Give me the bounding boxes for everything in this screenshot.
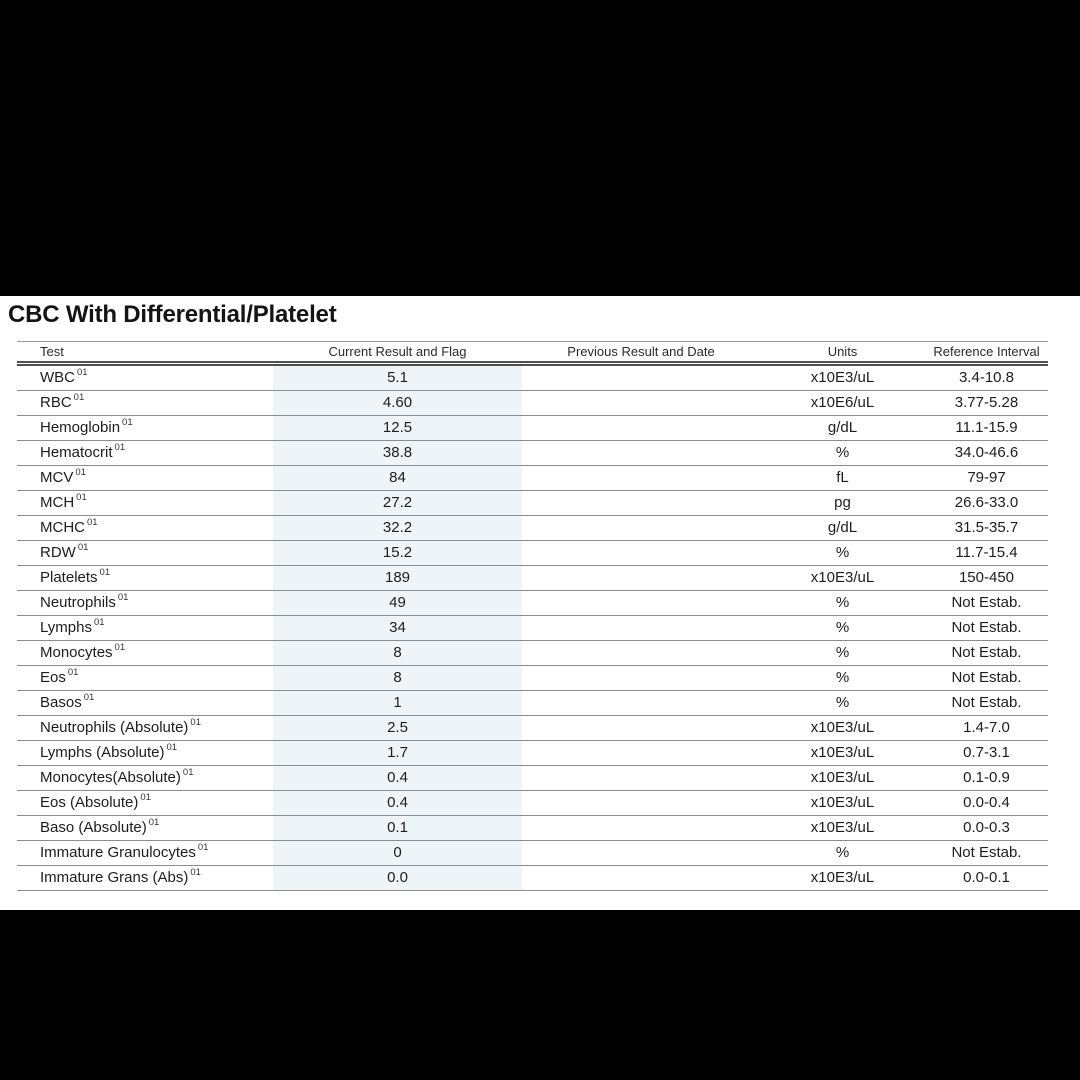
table-row <box>17 416 1048 441</box>
current-result-cell: 1.7 <box>273 741 522 766</box>
units-cell: x10E3/uL <box>760 791 925 816</box>
footnote-marker: 01 <box>93 617 105 628</box>
previous-result-cell <box>522 791 760 816</box>
test-name: Eos (Absolute) <box>40 794 139 811</box>
test-name-cell <box>17 866 273 891</box>
footnote-marker: 01 <box>197 842 209 853</box>
test-name-cell <box>17 616 273 641</box>
test-name: MCHC <box>40 519 85 536</box>
test-name: Basos <box>40 694 82 711</box>
footnote-marker: 01 <box>114 442 126 453</box>
table-row <box>17 566 1048 591</box>
test-name-cell <box>17 641 273 666</box>
previous-result-cell <box>522 716 760 741</box>
test-name: Hemoglobin <box>40 419 121 436</box>
current-result-cell: 34 <box>273 616 522 641</box>
reference-interval-cell: 0.1-0.9 <box>925 766 1048 791</box>
table-row <box>17 441 1048 466</box>
previous-result-cell <box>522 466 760 491</box>
test-name: MCH <box>40 494 75 511</box>
column-header-current-result: Current Result and Flag <box>273 342 522 364</box>
current-result-cell: 38.8 <box>273 441 522 466</box>
footnote-marker: 01 <box>140 792 151 803</box>
table-row <box>17 866 1048 891</box>
test-name-cell <box>17 391 273 416</box>
units-cell: x10E3/uL <box>760 566 925 591</box>
table-row <box>17 491 1048 516</box>
reference-interval-cell: 3.77-5.28 <box>925 391 1048 416</box>
test-name: Hematocrit <box>40 444 113 461</box>
footnote-marker: 01 <box>83 692 95 703</box>
previous-result-cell <box>522 666 760 691</box>
column-header-test: Test <box>17 342 273 364</box>
footnote-marker: 01 <box>77 367 88 378</box>
table-row <box>17 691 1048 716</box>
previous-result-cell <box>522 416 760 441</box>
reference-interval-cell: 11.7-15.4 <box>925 541 1048 566</box>
test-name-cell <box>17 741 273 766</box>
reference-interval-cell: 0.7-3.1 <box>925 741 1048 766</box>
test-name-cell <box>17 364 273 391</box>
reference-interval-cell: Not Estab. <box>925 591 1048 616</box>
current-result-cell: 189 <box>273 566 522 591</box>
reference-interval-cell: Not Estab. <box>925 666 1048 691</box>
current-result-cell: 2.5 <box>273 716 522 741</box>
table-row <box>17 591 1048 616</box>
test-name: Immature Granulocytes <box>40 844 196 861</box>
table-row <box>17 791 1048 816</box>
table-row <box>17 541 1048 566</box>
test-name-cell <box>17 441 273 466</box>
previous-result-cell <box>522 641 760 666</box>
reference-interval-cell: 0.0-0.3 <box>925 816 1048 841</box>
footnote-marker: 01 <box>77 542 89 553</box>
current-result-cell: 0.0 <box>273 866 522 891</box>
cbc-results-table <box>17 341 1048 891</box>
footnote-marker: 01 <box>122 417 133 428</box>
test-name-cell <box>17 541 273 566</box>
test-name-cell <box>17 691 273 716</box>
previous-result-cell <box>522 541 760 566</box>
test-name: Monocytes <box>40 644 113 661</box>
column-header-reference-interval: Reference Interval <box>925 342 1048 364</box>
reference-interval-cell: Not Estab. <box>925 641 1048 666</box>
test-name-cell <box>17 491 273 516</box>
test-name-cell <box>17 516 273 541</box>
footnote-marker: 01 <box>190 867 201 878</box>
units-cell: % <box>760 541 925 566</box>
footnote-marker: 01 <box>166 742 178 753</box>
current-result-cell: 32.2 <box>273 516 522 541</box>
current-result-cell: 8 <box>273 641 522 666</box>
reference-interval-cell: 31.5-35.7 <box>925 516 1048 541</box>
reference-interval-cell: 0.0-0.4 <box>925 791 1048 816</box>
current-result-cell: 84 <box>273 466 522 491</box>
footnote-marker: 01 <box>117 592 129 603</box>
previous-result-cell <box>522 741 760 766</box>
units-cell: g/dL <box>760 516 925 541</box>
reference-interval-cell: 3.4-10.8 <box>925 364 1048 391</box>
reference-interval-cell: 1.4-7.0 <box>925 716 1048 741</box>
test-name: Monocytes(Absolute) <box>40 769 181 786</box>
units-cell: x10E3/uL <box>760 716 925 741</box>
header-row <box>17 342 1048 364</box>
test-name: Neutrophils (Absolute) <box>40 719 189 736</box>
units-cell: x10E3/uL <box>760 766 925 791</box>
test-name-cell <box>17 791 273 816</box>
previous-result-cell <box>522 841 760 866</box>
previous-result-cell <box>522 766 760 791</box>
previous-result-cell <box>522 816 760 841</box>
current-result-cell: 0.4 <box>273 791 522 816</box>
column-header-previous-result: Previous Result and Date <box>522 342 760 364</box>
units-cell: g/dL <box>760 416 925 441</box>
table-row <box>17 666 1048 691</box>
test-name: Platelets <box>40 569 98 586</box>
previous-result-cell <box>522 866 760 891</box>
footnote-marker: 01 <box>182 767 194 778</box>
units-cell: % <box>760 591 925 616</box>
previous-result-cell <box>522 691 760 716</box>
units-cell: pg <box>760 491 925 516</box>
test-name: Neutrophils <box>40 594 116 611</box>
units-cell: % <box>760 441 925 466</box>
units-cell: x10E3/uL <box>760 866 925 891</box>
units-cell: fL <box>760 466 925 491</box>
test-name-cell <box>17 666 273 691</box>
footnote-marker: 01 <box>114 642 126 653</box>
test-name-cell <box>17 841 273 866</box>
previous-result-cell <box>522 364 760 391</box>
test-name-cell <box>17 716 273 741</box>
test-name: Immature Grans (Abs) <box>40 869 189 886</box>
test-name-cell <box>17 466 273 491</box>
current-result-cell: 49 <box>273 591 522 616</box>
test-name: MCV <box>40 469 74 486</box>
test-name-cell <box>17 816 273 841</box>
table-row <box>17 466 1048 491</box>
current-result-cell: 5.1 <box>273 364 522 391</box>
current-result-cell: 1 <box>273 691 522 716</box>
previous-result-cell <box>522 391 760 416</box>
test-name: Baso (Absolute) <box>40 819 147 836</box>
table-body <box>17 364 1048 891</box>
test-name-cell <box>17 416 273 441</box>
test-name: RDW <box>40 544 76 561</box>
footnote-marker: 01 <box>148 817 160 828</box>
reference-interval-cell: Not Estab. <box>925 616 1048 641</box>
reference-interval-cell: 26.6-33.0 <box>925 491 1048 516</box>
test-name: Eos <box>40 669 66 686</box>
table-row <box>17 516 1048 541</box>
footnote-marker: 01 <box>99 567 111 578</box>
current-result-cell: 8 <box>273 666 522 691</box>
reference-interval-cell: 79-97 <box>925 466 1048 491</box>
table-row <box>17 816 1048 841</box>
table-row <box>17 641 1048 666</box>
footnote-marker: 01 <box>67 667 79 678</box>
reference-interval-cell: 34.0-46.6 <box>925 441 1048 466</box>
previous-result-cell <box>522 566 760 591</box>
table-row <box>17 364 1048 391</box>
table-row <box>17 741 1048 766</box>
test-name-cell <box>17 766 273 791</box>
current-result-cell: 0.1 <box>273 816 522 841</box>
units-cell: x10E6/uL <box>760 391 925 416</box>
bottom-letterbox <box>0 910 1080 1080</box>
reference-interval-cell: 0.0-0.1 <box>925 866 1048 891</box>
reference-interval-cell: Not Estab. <box>925 841 1048 866</box>
units-cell: x10E3/uL <box>760 364 925 391</box>
table-row <box>17 766 1048 791</box>
footnote-marker: 01 <box>75 467 86 478</box>
previous-result-cell <box>522 491 760 516</box>
units-cell: x10E3/uL <box>760 816 925 841</box>
previous-result-cell <box>522 591 760 616</box>
units-cell: % <box>760 691 925 716</box>
report-title: CBC With Differential/Platelet <box>8 301 337 328</box>
current-result-cell: 0.4 <box>273 766 522 791</box>
test-name: WBC <box>40 369 75 386</box>
current-result-cell: 4.60 <box>273 391 522 416</box>
previous-result-cell <box>522 441 760 466</box>
current-result-cell: 0 <box>273 841 522 866</box>
reference-interval-cell: 150-450 <box>925 566 1048 591</box>
footnote-marker: 01 <box>76 492 87 503</box>
previous-result-cell <box>522 616 760 641</box>
test-name-cell <box>17 566 273 591</box>
current-result-cell: 27.2 <box>273 491 522 516</box>
units-cell: % <box>760 666 925 691</box>
units-cell: % <box>760 841 925 866</box>
units-cell: % <box>760 616 925 641</box>
test-name: RBC <box>40 394 72 411</box>
table-row <box>17 616 1048 641</box>
units-cell: x10E3/uL <box>760 741 925 766</box>
table-row <box>17 391 1048 416</box>
footnote-marker: 01 <box>87 517 98 528</box>
test-name-cell <box>17 591 273 616</box>
test-name: Lymphs <box>40 619 92 636</box>
current-result-cell: 15.2 <box>273 541 522 566</box>
footnote-marker: 01 <box>73 392 85 403</box>
footnote-marker: 01 <box>190 717 201 728</box>
table-row <box>17 716 1048 741</box>
reference-interval-cell: Not Estab. <box>925 691 1048 716</box>
units-cell: % <box>760 641 925 666</box>
current-result-cell: 12.5 <box>273 416 522 441</box>
table-row <box>17 841 1048 866</box>
test-name: Lymphs (Absolute) <box>40 744 165 761</box>
reference-interval-cell: 11.1-15.9 <box>925 416 1048 441</box>
top-letterbox <box>0 0 1080 296</box>
previous-result-cell <box>522 516 760 541</box>
table-header <box>17 342 1048 364</box>
column-header-units: Units <box>760 342 925 364</box>
